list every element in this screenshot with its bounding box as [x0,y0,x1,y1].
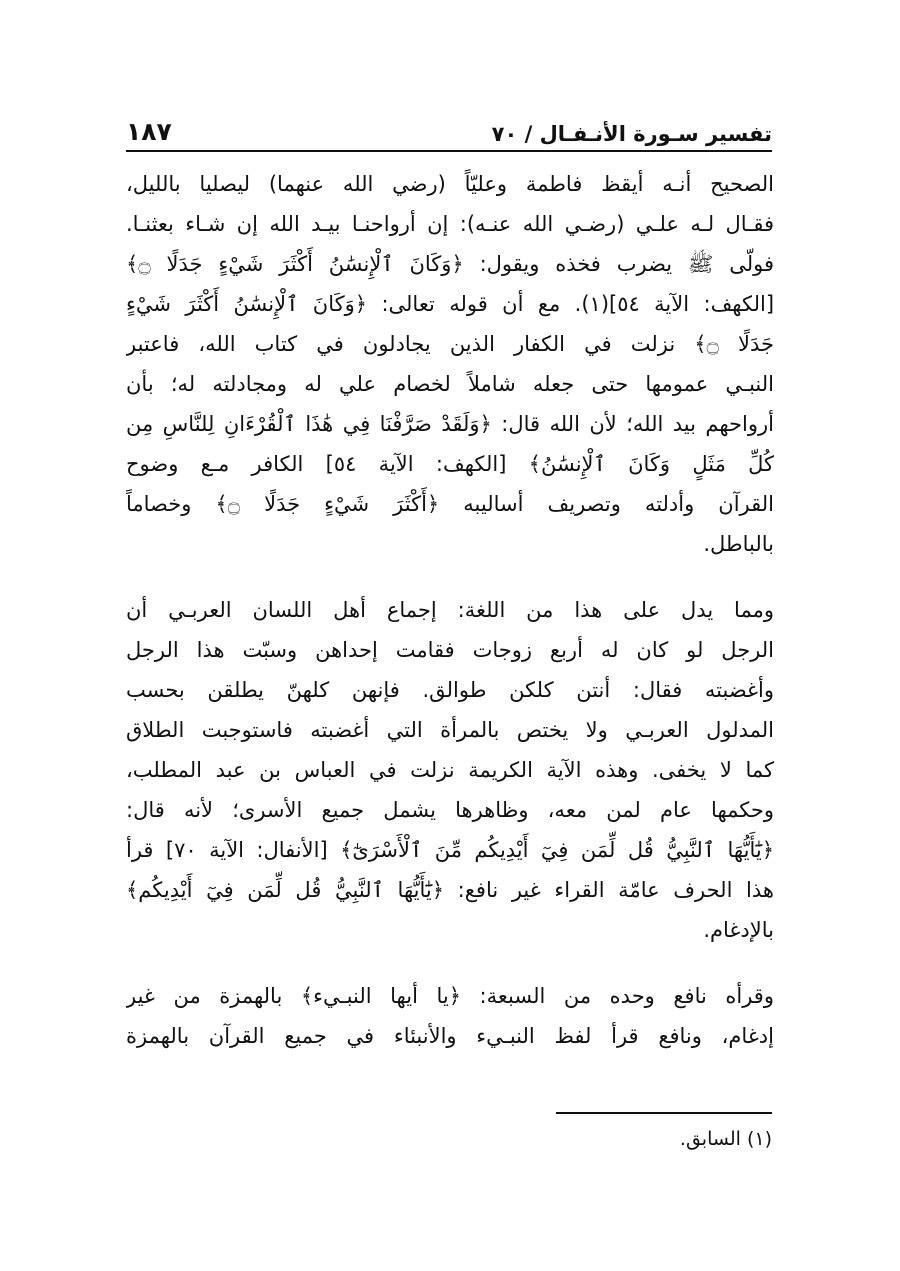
text-line: المدلول العربـي ولا يختص بالمرأة التي أغضبته فاستوجبت الطلاق [126,718,774,742]
paragraph [126,976,774,1056]
text-line: وحكمها عام لمن معه، وظاهرها يشمل جميع الأسرى؛ لأنه قال: [126,798,774,822]
text-line: الرجل لو كان له أربع زوجات فقامت إحداهن وسبّت هذا الرجل [126,638,774,662]
paragraph-gap [126,950,774,976]
text-line: أرواحهم بيد الله؛ لأن الله قال: ﴿وَلَقَدْ صَرَّفْنَا فِي هَٰذَا ٱلْقُرْءَانِ لِلنَّاسِ مِن [126,412,774,436]
footnote: (١) السابق. [679,1128,772,1150]
text-line: النبـي عمومها حتى جعله شاملاً لخصام علي له ومجادلته له؛ بأن [126,372,774,396]
paragraph [126,164,774,564]
text-line: بالإدغام. [703,918,774,942]
running-title: تفسير سـورة الأنـفـال / ٧٠ [491,122,772,146]
text-line: بالباطل. [703,532,774,556]
header-divider [126,150,772,152]
text-line: ومما يدل على هذا من اللغة: إجماع أهل اللسان العربـي أن [126,598,774,622]
text-line: وقرأه نافع وحده من السبعة: ﴿يا أيها النبـيء﴾ بالهمزة من غير [126,984,774,1008]
text-line: القرآن وأدلته وتصريف أساليبه ﴿أَكْثَرَ شَيْءٍ جَدَلًا ۝﴾ وخصاماً [126,492,774,516]
paragraph [126,590,774,950]
footnote-divider [556,1112,772,1114]
page-number: ١٨٧ [126,117,172,146]
text-line: ﴿يَٰٓأَيُّهَا ٱلنَّبِيُّ قُل لِّمَن فِيٓ أَيْدِيكُم مِّنَ ٱلْأَسْرَىٰٓ﴾ [الأنفال: الآية ٧٠] قرأ [126,838,774,862]
text-line: فولّى ﷺ يضرب فخذه ويقول: ﴿وَكَانَ ٱلْإِنسَٰنُ أَكْثَرَ شَيْءٍ جَدَلًا ۝﴾ [126,252,774,276]
paragraph-gap [126,564,774,590]
text-line: إدغام، ونافع قرأ لفظ النبـيء والأنبئاء في جميع القرآن بالهمزة [126,1024,774,1048]
text-line: جَدَلًا ۝﴾ نزلت في الكفار الذين يجادلون في كتاب الله، فاعتبر [126,332,774,356]
text-line: كُلِّ مَثَلٍ وَكَانَ ٱلْإِنسَٰنُ﴾ [الكهف: الآية ٥٤] الكافر مـع وضوح [126,452,774,476]
text-line: الصحيح أنـه أيقظ فاطمة وعليّاً (رضي الله عنهما) ليصليا بالليل، [126,172,774,196]
text-line: كما لا يخفى. وهذه الآية الكريمة نزلت في العباس بن عبد المطلب، [126,758,774,782]
page-body [126,164,774,1056]
text-line: وأغضبته فقال: أنتن كلكن طوالق. فإنهن كلهنّ يطلقن بحسب [126,678,774,702]
page-header [126,110,772,146]
text-line: هذا الحرف عامّة القراء غير نافع: ﴿يَٰٓأَيُّهَا ٱلنَّبِيُّ قُل لِّمَن فِيٓ أَيْدِيكُم﴾ [126,878,774,902]
text-line: فقـال لـه علـي (رضـي الله عنـه): إن أرواحنـا بيـد الله إن شـاء بعثنـا. [126,212,774,236]
text-line: [الكهف: الآية ٥٤](١). مع أن قوله تعالى: ﴿وَكَانَ ٱلْإِنسَٰنُ أَكْثَرَ شَيْءٍ [126,292,774,316]
